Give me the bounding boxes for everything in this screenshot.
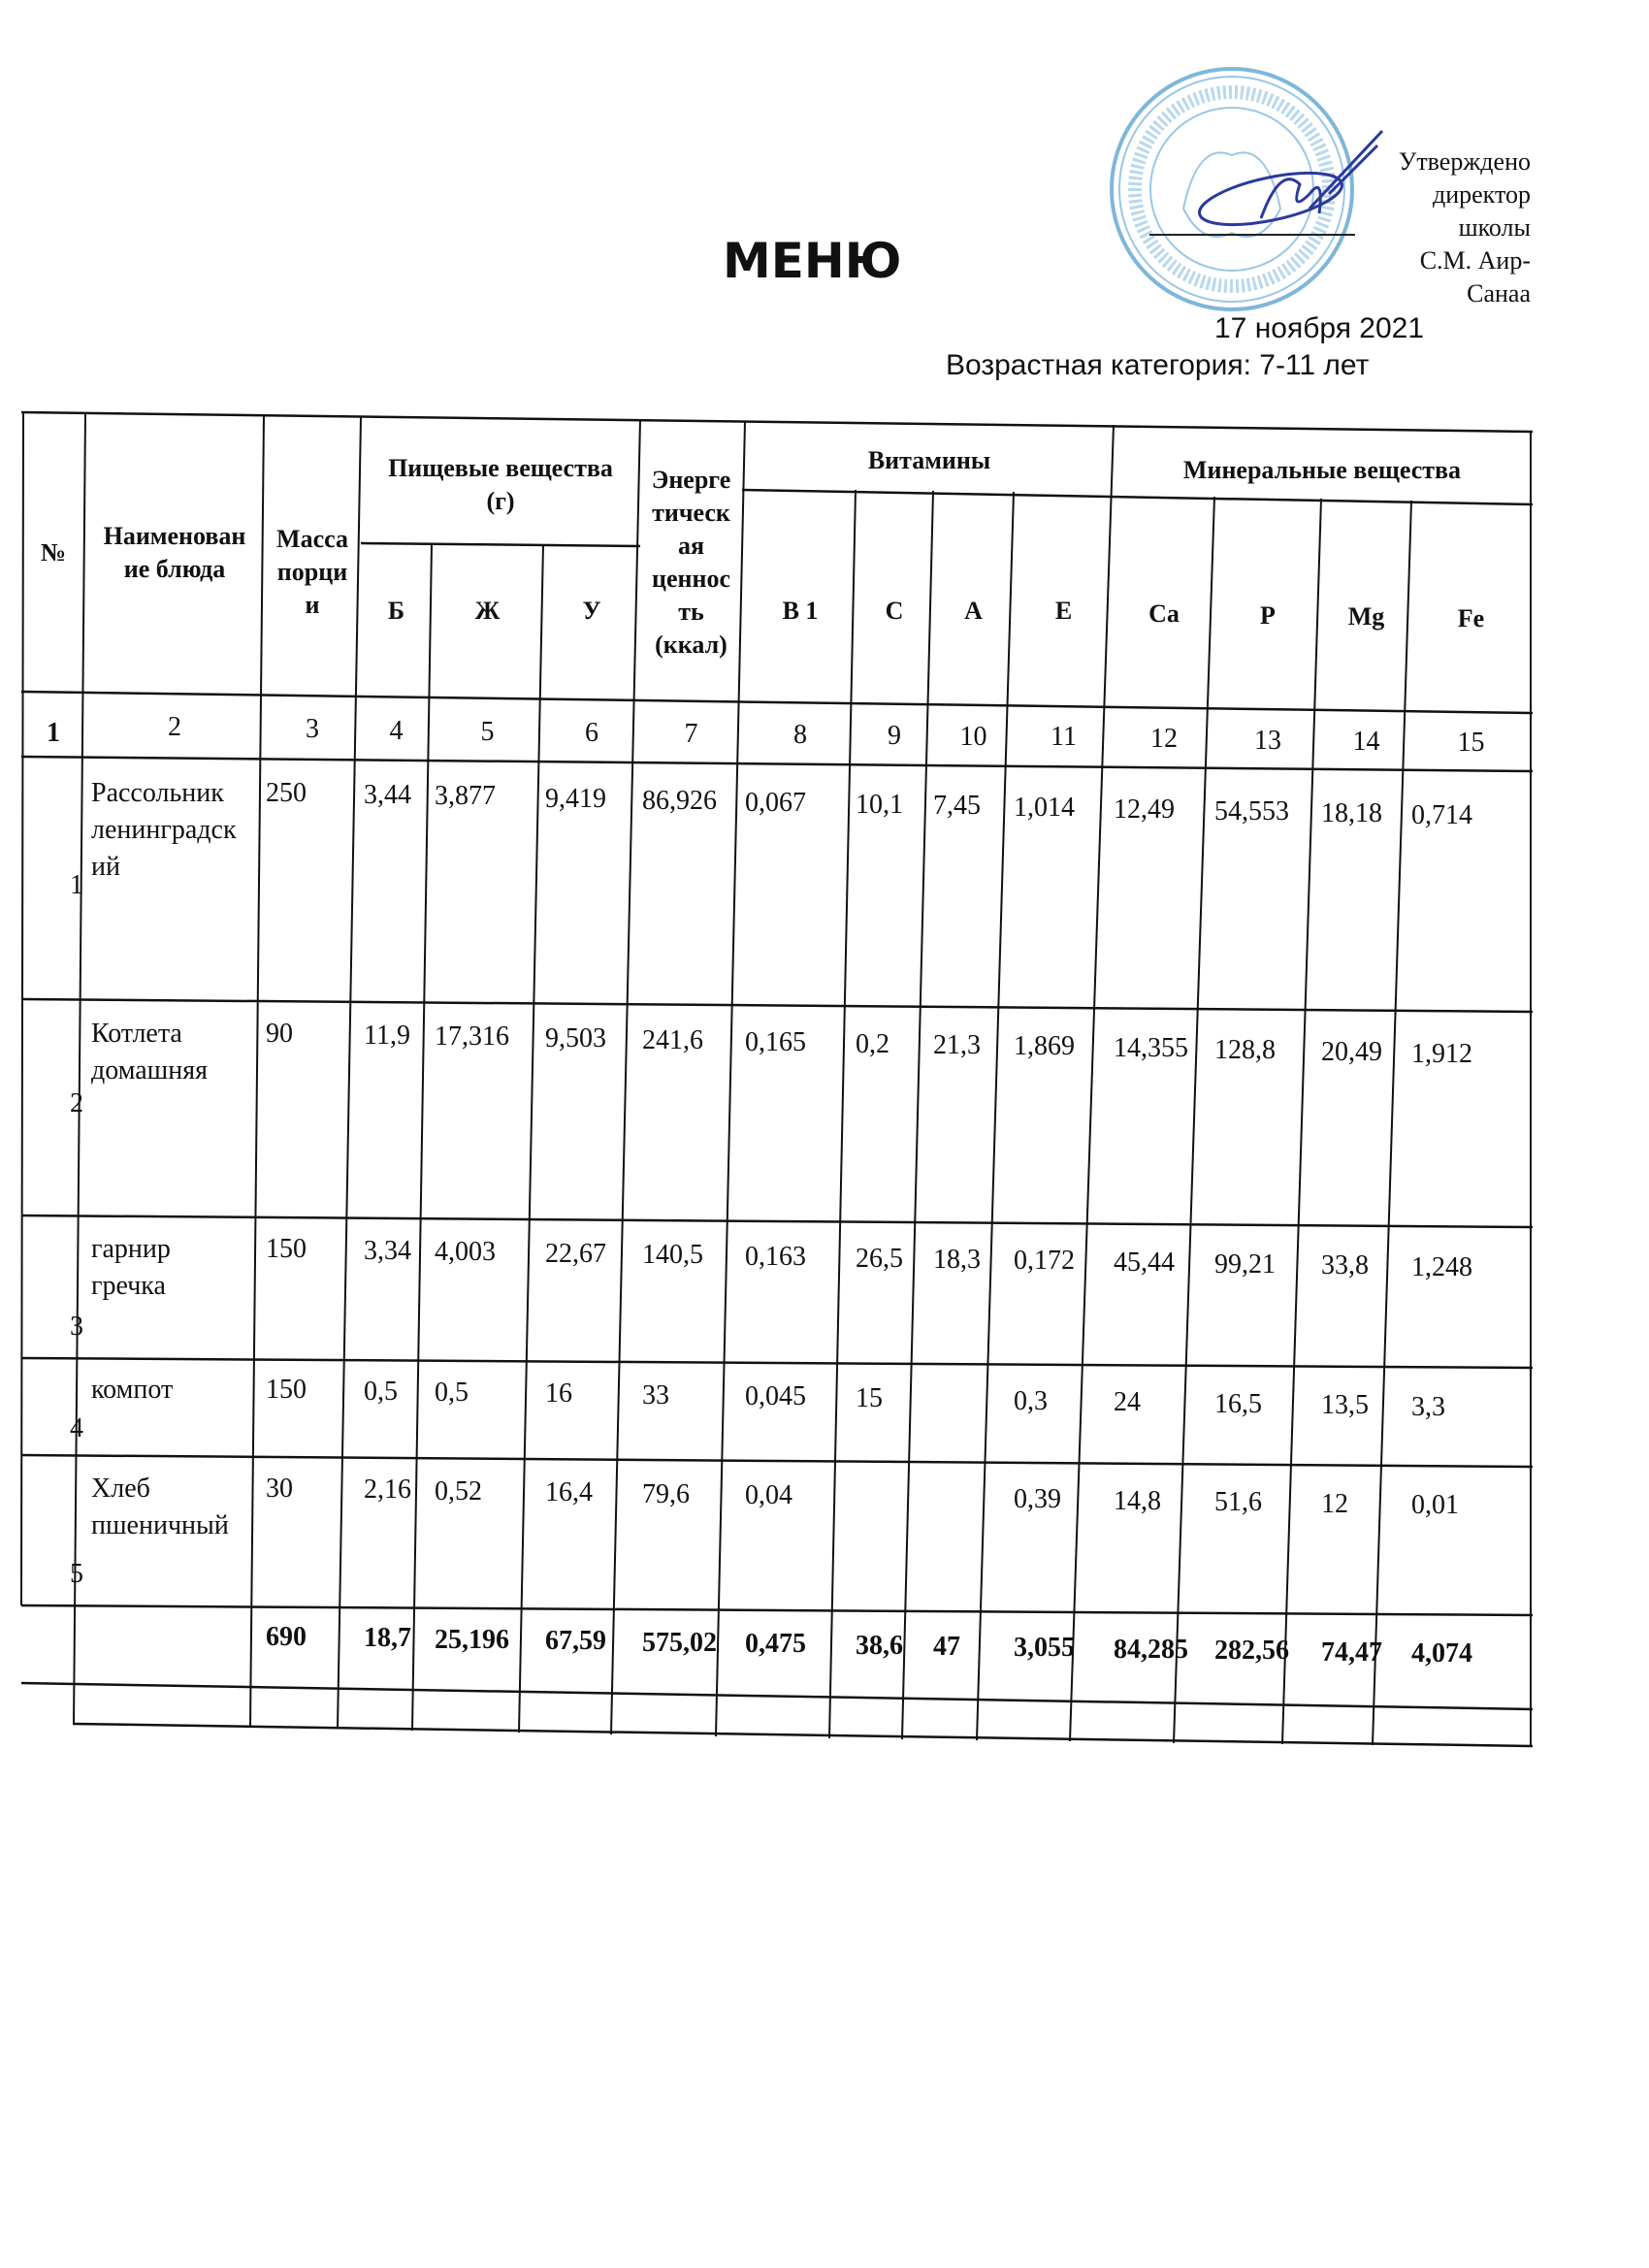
cell-mass: 150	[266, 1234, 307, 1264]
cell-b1: 0,165	[745, 1027, 806, 1057]
header-vitamin-c: C	[885, 597, 904, 625]
approval-position: директор школы	[1433, 180, 1531, 242]
header-carbs: У	[582, 597, 601, 625]
cell-mg: 20,49	[1321, 1037, 1382, 1067]
cell-b1: 0,045	[745, 1381, 806, 1411]
header-dish-name-line: ие блюда	[123, 555, 226, 583]
column-number: 5	[480, 717, 495, 747]
cell-c: 26,5	[856, 1244, 903, 1274]
menu-date: 17 ноября 2021	[1214, 312, 1425, 344]
total-p: 282,56	[1214, 1636, 1289, 1666]
header-protein: Б	[387, 597, 405, 625]
cell-ca: 45,44	[1114, 1247, 1175, 1278]
header-energy	[640, 437, 742, 689]
column-number: 14	[1352, 727, 1380, 757]
dish-name: гречка	[91, 1271, 166, 1301]
cell-e: 1,869	[1014, 1031, 1075, 1061]
cell-u: 9,419	[545, 784, 606, 814]
dish-name: компот	[91, 1375, 174, 1405]
cell-c: 0,2	[856, 1029, 889, 1059]
dish-name: Котлета	[91, 1019, 182, 1049]
cell-energy: 140,5	[642, 1240, 703, 1270]
total-mass: 690	[266, 1622, 307, 1652]
header-mass-line: Масса	[276, 525, 348, 553]
header-vitamin-e: E	[1054, 597, 1073, 625]
cell-energy: 241,6	[642, 1025, 703, 1055]
column-number: 4	[389, 716, 404, 746]
cell-zh: 3,877	[435, 781, 496, 811]
header-nutrients-group	[361, 437, 640, 534]
dish-name: гарнир	[91, 1234, 171, 1264]
cell-zh: 4,003	[435, 1237, 496, 1267]
cell-zh: 0,5	[435, 1377, 469, 1408]
column-number: 13	[1254, 726, 1281, 756]
header-energy-line: (ккал)	[655, 631, 728, 659]
cell-fe: 0,01	[1411, 1490, 1459, 1520]
cell-zh: 17,316	[435, 1021, 509, 1052]
cell-c: 15	[856, 1383, 883, 1413]
column-number: 2	[168, 712, 181, 742]
approval-person: С.М. Аир-Санаа	[1419, 246, 1531, 308]
header-magnesium: Mg	[1347, 602, 1385, 631]
dish-name: ий	[91, 852, 120, 882]
cell-mass: 250	[266, 778, 307, 808]
cell-e: 0,3	[1014, 1386, 1048, 1416]
dish-name: ленинградск	[91, 815, 237, 845]
cell-e: 0,172	[1014, 1246, 1075, 1276]
total-energy: 575,02	[642, 1628, 717, 1658]
header-energy-line: ценнос	[651, 565, 731, 593]
header-vitamins-group: Витамины	[867, 446, 991, 474]
column-number: 11	[1051, 722, 1077, 752]
dish-name: Рассольник	[91, 778, 224, 808]
cell-energy: 86,926	[642, 786, 717, 816]
header-vitamin-a: A	[964, 597, 983, 625]
row-number: 1	[70, 870, 83, 900]
cell-b1: 0,163	[745, 1242, 806, 1272]
cell-mg: 12	[1321, 1489, 1348, 1519]
header-calcium: Ca	[1148, 599, 1180, 628]
cell-fe: 0,714	[1411, 800, 1472, 830]
cell-fe: 1,912	[1411, 1039, 1472, 1069]
cell-b: 3,34	[364, 1236, 411, 1266]
row-number: 3	[70, 1312, 83, 1342]
header-mass-line: порци	[276, 558, 348, 586]
cell-ca: 12,49	[1114, 794, 1175, 825]
dish-name: домашняя	[91, 1055, 208, 1085]
header-iron: Fe	[1457, 604, 1485, 632]
column-number: 12	[1150, 724, 1178, 754]
cell-a: 21,3	[933, 1030, 981, 1060]
cell-a: 18,3	[933, 1245, 981, 1275]
cell-u: 16	[545, 1378, 572, 1409]
cell-c: 10,1	[856, 790, 903, 820]
cell-p: 16,5	[1214, 1389, 1262, 1419]
cell-b1: 0,04	[745, 1480, 792, 1510]
column-number: 8	[793, 720, 807, 750]
header-dish-name	[87, 417, 262, 689]
header-portion-mass	[264, 456, 361, 689]
dish-name: Хлеб	[91, 1474, 150, 1504]
page-title: МЕНЮ	[723, 233, 902, 289]
cell-mass: 90	[266, 1019, 293, 1049]
total-a: 47	[933, 1632, 960, 1662]
cell-e: 0,39	[1014, 1484, 1061, 1514]
cell-a: 7,45	[933, 791, 981, 821]
cell-b: 0,5	[364, 1377, 398, 1407]
column-number: 3	[306, 714, 319, 744]
total-e: 3,055	[1014, 1633, 1075, 1663]
cell-e: 1,014	[1014, 793, 1075, 823]
cell-energy: 79,6	[642, 1479, 690, 1509]
row-number: 4	[70, 1413, 83, 1443]
cell-p: 128,8	[1214, 1035, 1276, 1065]
total-mg: 74,47	[1321, 1637, 1382, 1668]
total-b1: 0,475	[745, 1629, 806, 1659]
cell-mg: 13,5	[1321, 1390, 1369, 1420]
header-nutrients-line: Пищевые вещества	[388, 454, 613, 482]
total-zh: 25,196	[435, 1625, 509, 1655]
total-b: 18,7	[364, 1623, 411, 1653]
cell-u: 16,4	[545, 1477, 593, 1507]
row-number: 5	[70, 1559, 83, 1589]
header-fat: Ж	[474, 597, 501, 625]
column-number: 9	[888, 721, 901, 751]
cell-ca: 14,355	[1114, 1033, 1188, 1063]
cell-b: 3,44	[364, 780, 411, 810]
column-number: 1	[47, 718, 60, 748]
header-energy-line: ая	[677, 532, 705, 560]
cell-u: 9,503	[545, 1023, 606, 1053]
dish-name: пшеничный	[91, 1510, 229, 1540]
header-dish-name-line: Наименован	[103, 522, 246, 550]
cell-zh: 0,52	[435, 1476, 482, 1507]
age-category: Возрастная категория: 7-11 лет	[946, 349, 1370, 381]
approval-label: Утверждено	[1398, 147, 1531, 176]
header-no: №	[40, 538, 67, 567]
header-phosphorus: P	[1260, 601, 1276, 630]
total-fe: 4,074	[1411, 1638, 1472, 1669]
header-mass-line: и	[305, 591, 320, 619]
column-number: 7	[684, 719, 698, 749]
header-energy-line: Энерге	[651, 466, 731, 494]
cell-b1: 0,067	[745, 788, 806, 818]
column-number: 15	[1457, 728, 1485, 758]
header-vitamin-b1: B 1	[782, 597, 819, 625]
total-c: 38,6	[856, 1631, 903, 1661]
column-number: 10	[959, 722, 987, 752]
cell-p: 54,553	[1214, 796, 1289, 826]
cell-mass: 150	[266, 1375, 307, 1405]
header-energy-line: ть	[678, 598, 704, 626]
row-number: 2	[70, 1088, 83, 1118]
column-number: 6	[585, 718, 598, 748]
header-nutrients-line: (г)	[486, 487, 515, 515]
header-energy-line: тическ	[652, 499, 730, 527]
cell-u: 22,67	[545, 1239, 606, 1269]
cell-ca: 14,8	[1114, 1486, 1161, 1516]
cell-energy: 33	[642, 1380, 669, 1410]
cell-mg: 18,18	[1321, 798, 1382, 828]
total-ca: 84,285	[1114, 1635, 1188, 1665]
cell-p: 51,6	[1214, 1487, 1262, 1517]
cell-b: 11,9	[364, 1021, 410, 1051]
cell-b: 2,16	[364, 1474, 411, 1505]
cell-p: 99,21	[1214, 1249, 1276, 1280]
cell-fe: 3,3	[1411, 1392, 1445, 1422]
cell-fe: 1,248	[1411, 1252, 1472, 1282]
cell-mg: 33,8	[1321, 1250, 1369, 1280]
total-u: 67,59	[545, 1626, 606, 1656]
cell-mass: 30	[266, 1474, 293, 1504]
cell-ca: 24	[1114, 1387, 1141, 1417]
header-minerals-group: Минеральные вещества	[1182, 456, 1462, 484]
